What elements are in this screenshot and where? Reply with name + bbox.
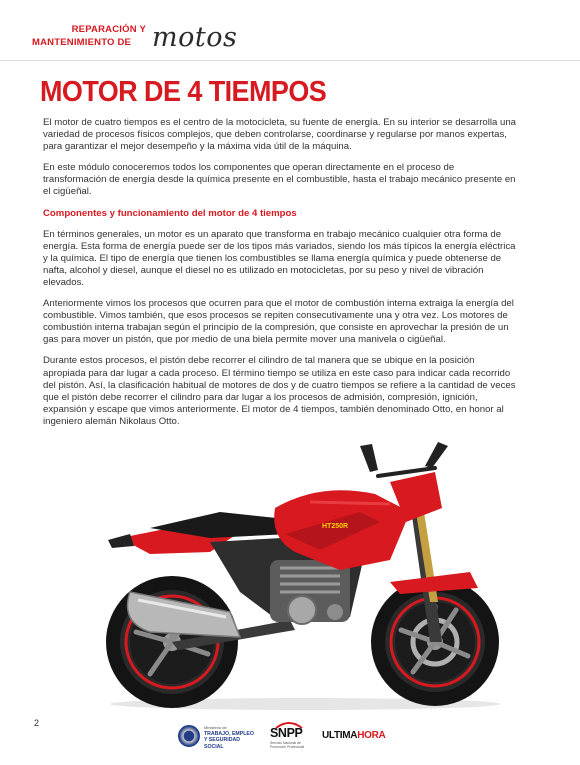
brand-line-1: REPARACIÓN Y	[71, 24, 146, 35]
header-divider	[0, 60, 580, 61]
section-paragraph-2: Anteriormente vimos los procesos que ocurren para que el motor de combustión interna extraiga la energía del combustible. Vimos también, que esos procesos se repiten consecutivamente una y otra vez. Los motores de combustión interna trabajan según el principio de la compresión, que consiste en aprovechar la presión de un gas para mover un pistón, que por medio de una biela permite mover una manivela o cigüeñal.	[43, 298, 514, 346]
snpp-logo	[266, 722, 316, 752]
series-logo	[32, 22, 238, 56]
page-header	[0, 0, 580, 62]
mtess-logo	[178, 724, 254, 750]
tank-decal: HT250R	[322, 523, 349, 530]
ultima-hora-logo	[322, 730, 385, 741]
mirror	[360, 444, 378, 472]
page-number: 2	[34, 718, 40, 728]
section-paragraph-1: En términos generales, un motor es un aparato que transforma en trabajo mecánico cualquier otra forma de energía. Esta forma de energía puede ser de los tipos más variados, siendo los más típicos la energía eléctrica y la química. El tipo de energía que tienen los combustibles se llama energía química y puede obtenerse de nafta, alcohol y diesel, aunque el diesel no es utilizado en motocicletas, por su peso y nivel de vibración elevados.	[43, 228, 516, 288]
section-heading: Componentes y funcionamiento del motor de 4 tiempos	[43, 207, 297, 219]
intro-paragraph-2: En este módulo conoceremos todos los componentes que operan directamente en el proceso de transformación de energía desde la química presente en el combustible, hasta el trabajo mecánico presente en el cigüeñal.	[43, 162, 516, 198]
mtess-prefix: Ministerio de	[204, 725, 227, 730]
page-title: MOTOR DE 4 TIEMPOS	[40, 76, 327, 108]
motorcycle-photo	[90, 442, 510, 712]
snpp-wordmark: SNPP	[270, 726, 303, 740]
footer-logos	[178, 722, 498, 752]
article-body	[43, 117, 519, 428]
engine	[270, 560, 350, 624]
uh-part-1: ULTIMA	[322, 730, 358, 741]
intro-paragraph-1: El motor de cuatro tiempos es el centro de la motocicleta, su fuente de energía. En su interior se desarrolla una variedad de procesos físicos complejos, que deben controlarse, coordinarse y regularse por manos expertas, para garantizar el mejor desempeño y la máxima vida útil de la máquina.	[43, 117, 517, 153]
brand-script-word: motos	[152, 22, 238, 53]
snpp-subtitle: Servicio Nacional de Promoción Profesional	[270, 741, 305, 749]
section-paragraph-3: Durante estos procesos, el pistón debe recorrer el cilindro de tal manera que se ubique en la posición apropiada para dar lugar a cada proceso. El término tiempo se utiliza en este caso para indicar cada recorrido del pistón. Así, la clasificación habitual de motores de dos y de cuatro tiempos se refiere a la cantidad de veces que el pistón debe recorrer el cilindro para dar lugar a los procesos de admisión, compresión, ignición, expansión y escape que vimos anteriormente. El motor de 4 tiempos, también denominado Otto, en honor al ingeniero alemán Nikolaus Otto.	[43, 355, 516, 427]
uh-part-2: HORA	[357, 730, 386, 741]
brand-line-2: MANTENIMIENTO DE	[32, 37, 132, 48]
mtess-name: TRABAJO, EMPLEO Y SEGURIDAD SOCIAL	[204, 731, 254, 750]
national-seal-icon	[178, 725, 200, 747]
